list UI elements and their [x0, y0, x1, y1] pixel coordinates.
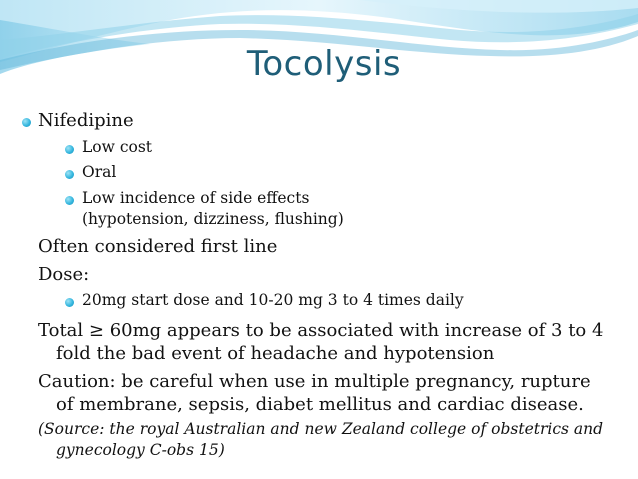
text-total-cont: fold the bad event of headache and hypotension	[56, 343, 495, 364]
bullet-low-cost: Low cost	[82, 138, 153, 156]
text-total: Total ≥ 60mg appears to be associated with increase of 3 to 4	[38, 320, 604, 341]
text-caution: Caution: be careful when use in multiple pregnancy, rupture	[38, 371, 591, 392]
text-caution-cont: of membrane, sepsis, diabet mellitus and cardiac disease.	[56, 394, 584, 415]
bullet-side-effects-cont: (hypotension, dizziness, flushing)	[82, 210, 344, 228]
bullet-oral: Oral	[82, 163, 117, 181]
bullet-icon	[65, 196, 74, 205]
bullet-icon	[65, 145, 74, 154]
bullet-side-effects: Low incidence of side effects	[82, 189, 310, 207]
bullet-icon	[65, 170, 74, 179]
bullet-icon	[65, 298, 74, 307]
bullet-nifedipine: Nifedipine	[38, 110, 134, 131]
bullet-icon	[22, 118, 31, 127]
bullet-dose-detail: 20mg start dose and 10-20 mg 3 to 4 times daily	[82, 291, 464, 309]
slide-title: Tocolysis	[246, 44, 402, 84]
text-source: (Source: the royal Australian and new Zealand college of obstetrics and	[38, 420, 604, 438]
text-source-cont: gynecology C-obs 15)	[56, 441, 225, 459]
text-first-line: Often considered first line	[38, 236, 278, 257]
text-dose: Dose:	[38, 264, 90, 285]
